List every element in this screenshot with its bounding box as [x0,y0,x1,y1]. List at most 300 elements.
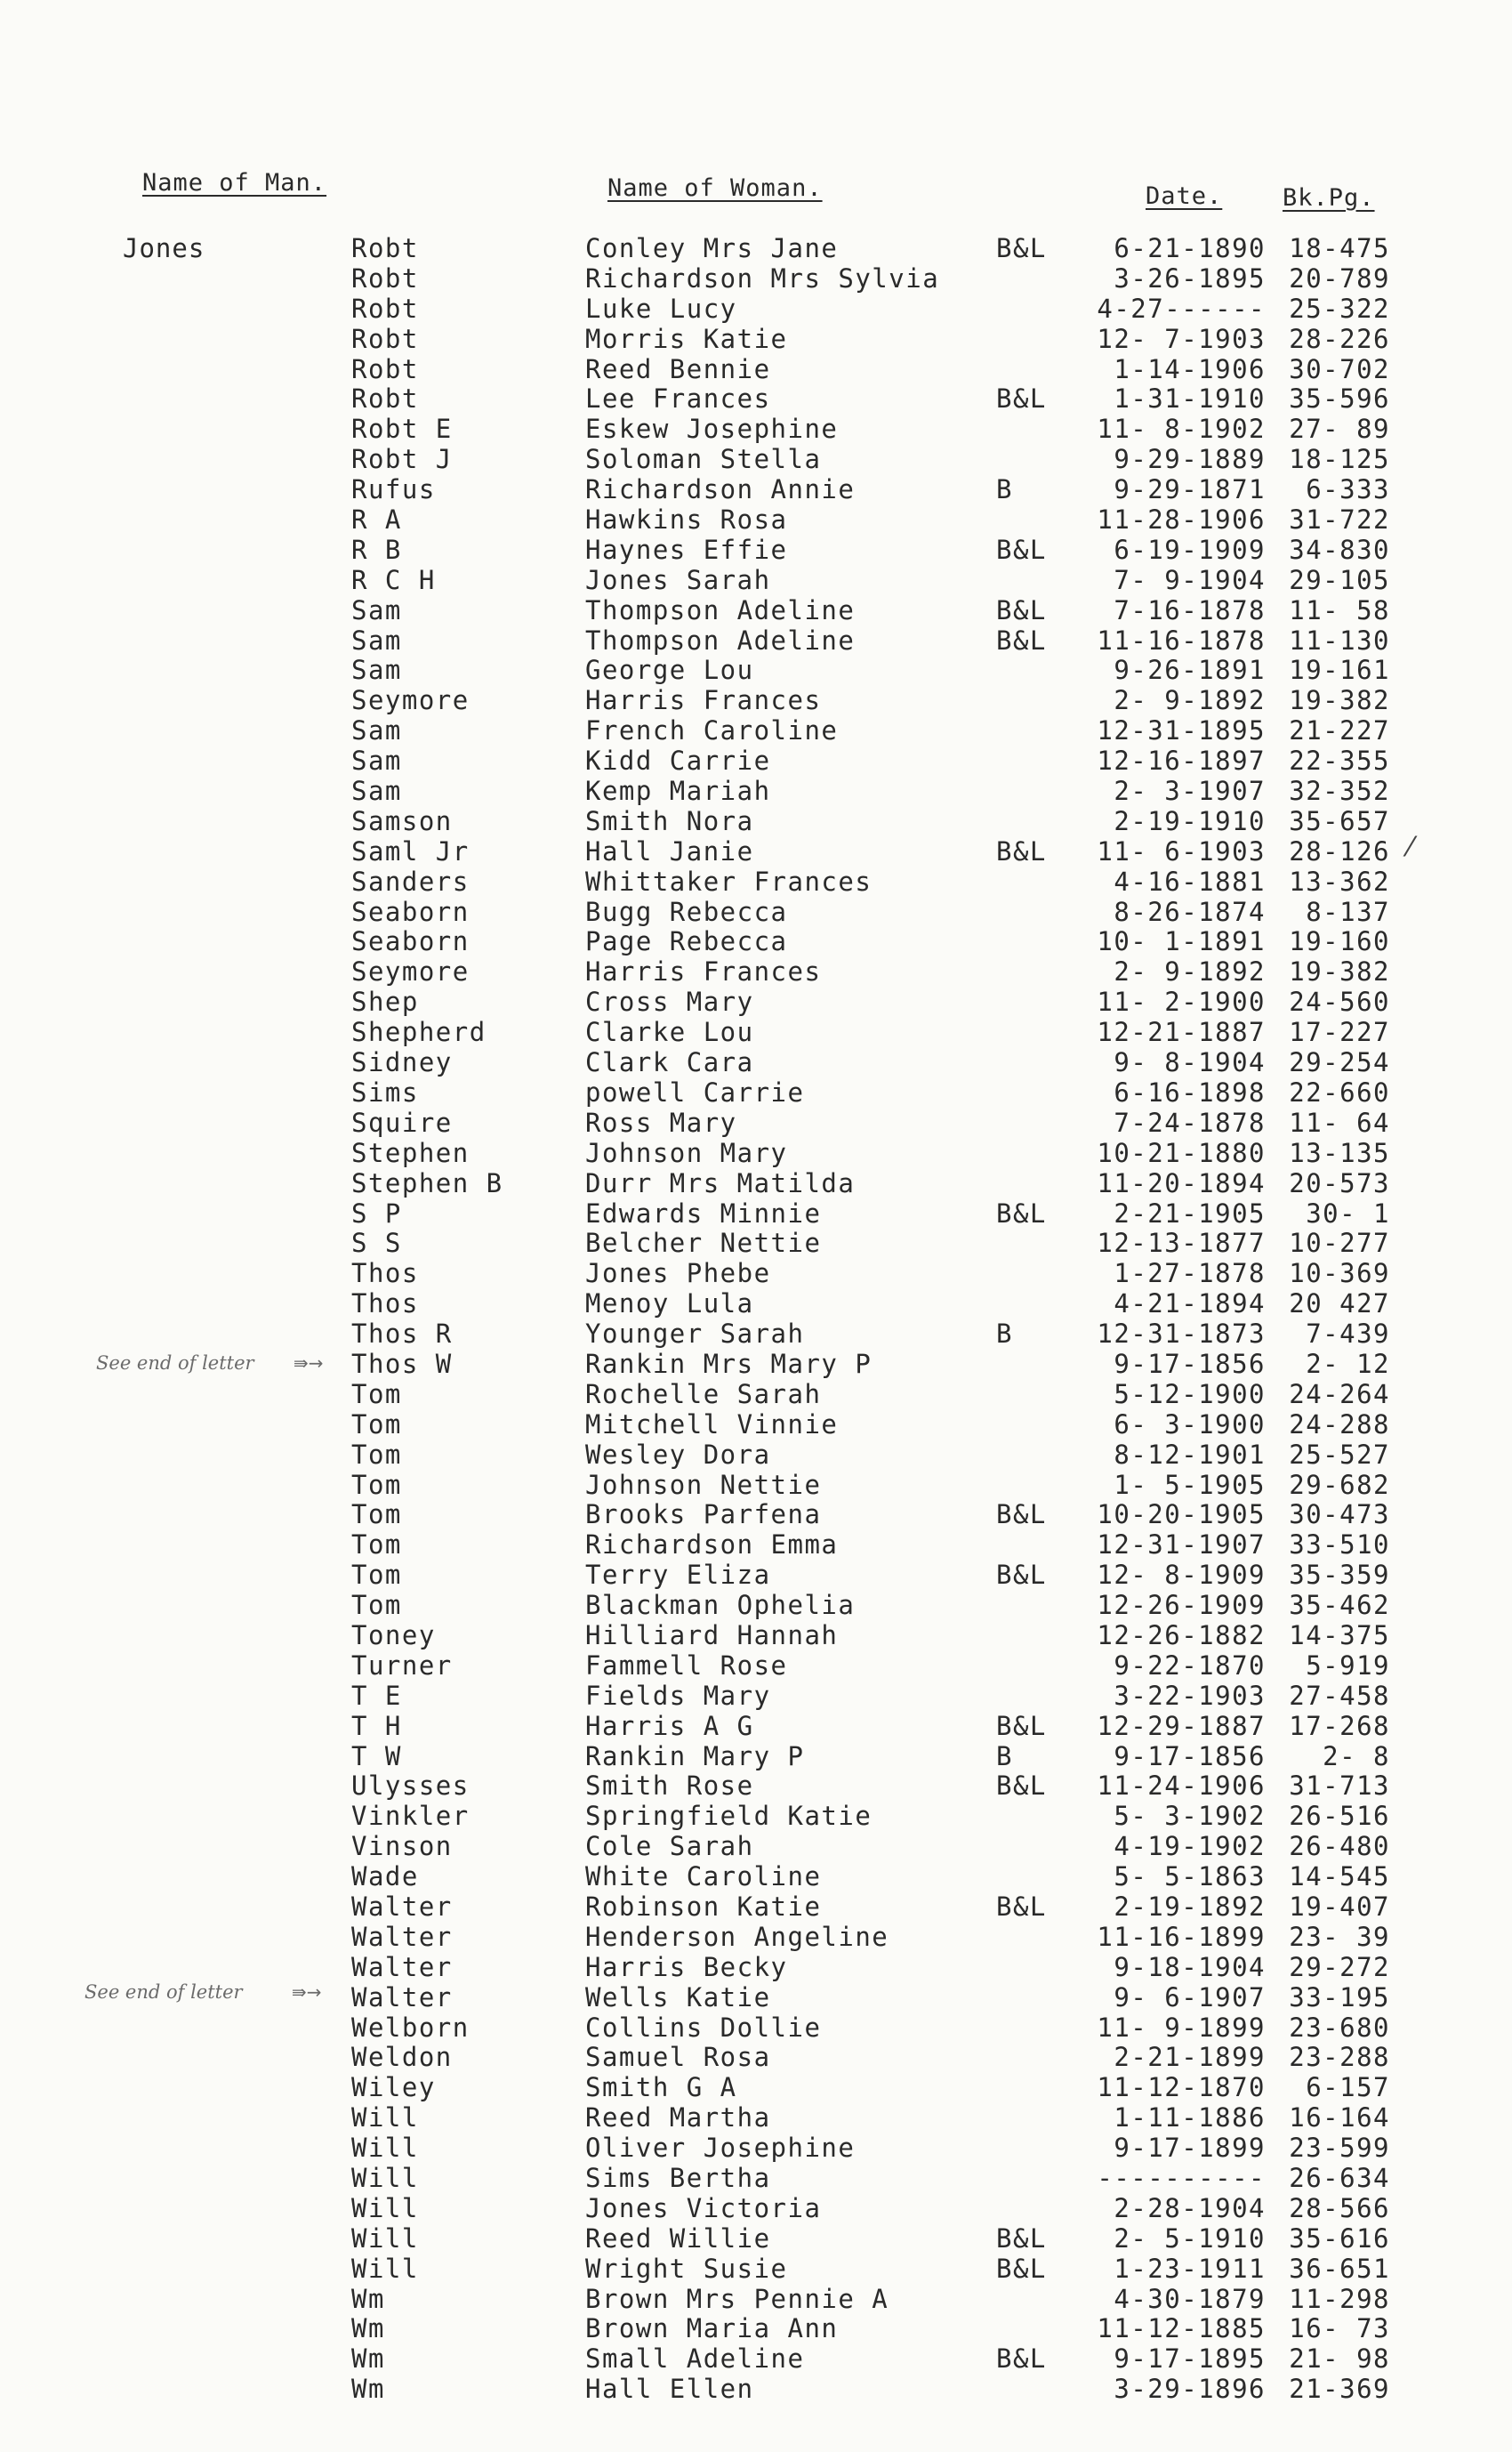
man-name: Sidney [351,1047,453,1078]
man-name: Sam [351,625,402,656]
table-row [0,926,1512,956]
book-page: 33-195 [1289,1981,1390,2012]
table-row [0,1922,1512,1952]
woman-name: Rankin Mrs Mary P [585,1348,873,1379]
man-name: Wm [351,2283,385,2314]
table-row [0,565,1512,595]
table-row [0,1017,1512,1047]
man-name: R B [351,534,402,565]
man-name: Wm [351,2313,385,2344]
man-name: Stephen [351,1137,470,1168]
table-row [0,2042,1512,2072]
book-page: 13-362 [1289,866,1390,897]
table-row [0,1409,1512,1440]
woman-name: Collins Dollie [585,2012,822,2043]
marriage-date: 12-29-1887 [1097,1710,1266,1741]
woman-name: Morris Katie [585,323,788,354]
man-name: T H [351,1710,402,1741]
woman-name: Mitchell Vinnie [585,1408,839,1440]
woman-name: Fammell Rose [585,1649,788,1681]
table-row [0,2072,1512,2102]
book-page: 35-359 [1289,1560,1390,1591]
marriage-date: 1-31-1910 [1114,383,1266,415]
table-row [0,1952,1512,1982]
book-page: 8-137 [1306,896,1390,927]
table-row [0,1379,1512,1409]
table-row [0,1590,1512,1620]
marriage-date: 2- 5-1910 [1114,2222,1266,2254]
marriage-date: 2-28-1904 [1114,2192,1266,2223]
woman-name: Kidd Carrie [585,746,771,777]
arrow-right-icon: ⇛→ [294,1352,324,1374]
book-page: 29-105 [1289,564,1390,595]
record-code: B&L [996,2343,1047,2375]
table-row [0,1741,1512,1771]
marriage-date: 10- 1-1891 [1097,926,1266,957]
marriage-date: 5- 5-1863 [1114,1861,1266,1892]
table-row [0,263,1512,294]
marriage-date: 8-26-1874 [1114,896,1266,927]
woman-name: Hilliard Hannah [585,1619,839,1650]
woman-name: Harris A G [585,1710,754,1741]
marriage-date: 12-13-1877 [1097,1228,1266,1259]
man-name: Turner [351,1649,453,1681]
man-name: Walter [351,1981,453,2012]
woman-name: Whittaker Frances [585,866,873,897]
man-name: Seymore [351,956,470,988]
woman-name: Brown Mrs Pennie A [585,2283,889,2314]
man-name: Thos R [351,1319,453,1350]
man-name: Walter [351,1921,453,1952]
margin-note-see-end-of-letter: See end of letter [96,1352,254,1374]
table-row [0,1560,1512,1590]
table-row [0,2012,1512,2043]
table-row [0,956,1512,987]
man-name: Tom [351,1408,402,1440]
woman-name: Blackman Ophelia [585,1590,856,1621]
marriage-date: 4-16-1881 [1114,866,1266,897]
marriage-date: 11-12-1870 [1097,2072,1266,2103]
book-page: 19-161 [1289,655,1390,686]
record-code: B [996,474,1013,505]
woman-name: Eskew Josephine [585,414,839,445]
woman-name: Terry Eliza [585,1560,771,1591]
woman-name: Bugg Rebecca [585,896,788,927]
book-page: 29-254 [1289,1047,1390,1078]
book-page: 6-333 [1306,474,1390,505]
table-row [0,625,1512,656]
marriage-date: 12- 8-1909 [1097,1560,1266,1591]
man-name: Will [351,2133,419,2164]
arrow-right-icon: ⇛→ [292,1981,322,2003]
woman-name: Oliver Josephine [585,2133,856,2164]
man-name: Sanders [351,866,470,897]
book-page: 11- 64 [1289,1107,1390,1138]
book-page: 28-226 [1289,323,1390,354]
man-name: Shep [351,987,419,1018]
book-page: 11-298 [1289,2283,1390,2314]
table-row [0,414,1512,444]
table-row [0,1077,1512,1108]
man-name: S P [351,1198,402,1229]
book-page: 2- 8 [1323,1740,1390,1771]
table-row [0,1198,1512,1229]
book-page: 31-713 [1289,1770,1390,1802]
record-code: B&L [996,383,1047,415]
man-name: Will [351,2163,419,2193]
man-name: Shepherd [351,1017,487,1048]
woman-name: White Caroline [585,1861,822,1892]
woman-name: Younger Sarah [585,1319,805,1350]
book-page: 23-599 [1289,2133,1390,2164]
marriage-date: 4-27------ [1097,293,1266,324]
woman-name: Cross Mary [585,987,754,1018]
book-page: 24-560 [1289,987,1390,1018]
marriage-date: 9-26-1891 [1114,655,1266,686]
marriage-date: 9-17-1895 [1114,2343,1266,2375]
record-code: B&L [996,1710,1047,1741]
woman-name: Durr Mrs Matilda [585,1167,856,1198]
woman-name: Richardson Emma [585,1529,839,1561]
book-page: 23-288 [1289,2042,1390,2073]
woman-name: Rochelle Sarah [585,1378,822,1409]
woman-name: Harris Becky [585,1951,788,1982]
man-name: Tom [351,1560,402,1591]
woman-name: Cole Sarah [585,1831,754,1862]
man-name: Wm [351,2374,385,2405]
record-code: B&L [996,1499,1047,1530]
marriage-date: 9-18-1904 [1114,1951,1266,1982]
book-page: 30- 1 [1306,1198,1390,1229]
woman-name: Rankin Mary P [585,1740,805,1771]
woman-name: Thompson Adeline [585,625,856,656]
table-row [0,324,1512,354]
woman-name: Wright Susie [585,2253,788,2284]
surname-label: Jones [123,233,205,263]
woman-name: Fields Mary [585,1680,771,1711]
man-name: Will [351,2102,419,2133]
man-name: Tom [351,1439,402,1470]
marriage-date: 11-16-1878 [1097,625,1266,656]
man-name: Saml Jr [351,835,470,867]
man-name: S S [351,1228,402,1259]
table-row [0,1770,1512,1801]
marriage-date: 12-16-1897 [1097,746,1266,777]
book-page: 27- 89 [1289,414,1390,445]
book-page: 17-227 [1289,1017,1390,1048]
record-code: B&L [996,534,1047,565]
table-row [0,504,1512,535]
record-code: B&L [996,233,1047,263]
man-name: Tom [351,1378,402,1409]
record-code: B [996,1319,1013,1350]
man-name: Walter [351,1891,453,1922]
woman-name: Thompson Adeline [585,594,856,625]
book-page: 13-135 [1289,1137,1390,1168]
book-page: 19-407 [1289,1891,1390,1922]
table-row [0,535,1512,565]
woman-name: Springfield Katie [585,1801,873,1832]
table-row [0,1499,1512,1529]
marriage-date: 11-12-1885 [1097,2313,1266,2344]
marriage-date: 2- 9-1892 [1114,685,1266,716]
book-page: 22-355 [1289,746,1390,777]
table-row [0,444,1512,474]
table-row [0,1228,1512,1258]
marriage-date: 9-29-1889 [1114,444,1266,475]
table-row [0,1470,1512,1500]
woman-name: Harris Frances [585,956,822,988]
marriage-date: 7- 9-1904 [1114,564,1266,595]
book-page: 21-369 [1289,2374,1390,2405]
man-name: Stephen B [351,1167,503,1198]
man-name: T W [351,1740,402,1771]
book-page: 36-651 [1289,2253,1390,2284]
table-row [0,776,1512,806]
woman-name: Jones Sarah [585,564,771,595]
table-row [0,2193,1512,2223]
marriage-date: 11-28-1906 [1097,504,1266,536]
marriage-date: 9- 8-1904 [1114,1047,1266,1078]
table-row [0,987,1512,1017]
man-name: Thos [351,1288,419,1319]
book-page: 32-352 [1289,776,1390,807]
woman-name: Richardson Mrs Sylvia [585,262,940,294]
record-code: B&L [996,1891,1047,1922]
woman-name: Richardson Annie [585,474,856,505]
woman-name: Samuel Rosa [585,2042,771,2073]
woman-name: Clark Cara [585,1047,754,1078]
check-mark-icon: ⁄ [1408,832,1413,863]
record-code: B&L [996,1770,1047,1802]
woman-name: Sims Bertha [585,2163,771,2193]
table-row [0,354,1512,384]
table-row [0,1861,1512,1891]
woman-name: Brown Maria Ann [585,2313,839,2344]
woman-name: George Lou [585,655,754,686]
man-name: R C H [351,564,436,595]
marriage-date: 2-21-1899 [1114,2042,1266,2073]
marriage-date: 12-31-1873 [1097,1319,1266,1350]
book-page: 24-288 [1289,1408,1390,1440]
marriage-date: 6-16-1898 [1114,1077,1266,1108]
table-row [0,715,1512,746]
table-row [0,746,1512,776]
marriage-date: 11- 8-1902 [1097,414,1266,445]
header-name-of-woman: Name of Woman. [607,174,823,202]
man-name: Vinkler [351,1801,470,1832]
table-row [0,1801,1512,1831]
man-name: Seaborn [351,926,470,957]
woman-name: Ross Mary [585,1107,737,1138]
table-row [0,1319,1512,1349]
marriage-date: ---------- [1097,2163,1266,2193]
margin-note-see-end-of-letter-2: See end of letter [84,1981,243,2003]
man-name: Thos W [351,1348,453,1379]
man-name: T E [351,1680,402,1711]
woman-name: Jones Victoria [585,2192,822,2223]
record-code: B&L [996,1560,1047,1591]
marriage-date: 12-26-1909 [1097,1590,1266,1621]
woman-name: Reed Willie [585,2222,771,2254]
marriage-date: 6-21-1890 [1114,233,1266,263]
book-page: 19-382 [1289,956,1390,988]
woman-name: Smith Rose [585,1770,754,1802]
marriage-date: 2-19-1910 [1114,805,1266,836]
book-page: 35-596 [1289,383,1390,415]
book-page: 14-545 [1289,1861,1390,1892]
woman-name: Page Rebecca [585,926,788,957]
book-page: 21- 98 [1289,2343,1390,2375]
record-code: B&L [996,2222,1047,2254]
man-name: Seymore [351,685,470,716]
man-name: Robt [351,353,419,384]
table-row [0,2284,1512,2314]
book-page: 6-157 [1306,2072,1390,2103]
marriage-date: 8-12-1901 [1114,1439,1266,1470]
man-name: Sam [351,594,402,625]
book-page: 30-702 [1289,353,1390,384]
book-page: 10-369 [1289,1258,1390,1289]
man-name: Robt J [351,444,453,475]
man-name: Samson [351,805,453,836]
book-page: 34-830 [1289,534,1390,565]
man-name: Robt [351,233,419,263]
table-row [0,2102,1512,2133]
table-row [0,595,1512,625]
woman-name: Menoy Lula [585,1288,754,1319]
book-page: 28-126 [1289,835,1390,867]
book-page: 11-130 [1289,625,1390,656]
table-row [0,806,1512,836]
book-page: 20 427 [1289,1288,1390,1319]
man-name: Ulysses [351,1770,470,1802]
woman-name: Brooks Parfena [585,1499,822,1530]
man-name: Will [351,2222,419,2254]
table-row [0,1620,1512,1650]
table-row [0,1168,1512,1198]
man-name: Seaborn [351,896,470,927]
book-page: 7-439 [1306,1319,1390,1350]
table-row [0,2313,1512,2343]
man-name: Tom [351,1590,402,1621]
marriage-date: 4-30-1879 [1114,2283,1266,2314]
marriage-date: 7-16-1878 [1114,594,1266,625]
woman-name: Belcher Nettie [585,1228,822,1259]
man-name: Sam [351,776,402,807]
marriage-record-list [0,233,1512,2404]
man-name: Tom [351,1529,402,1561]
marriage-date: 11-24-1906 [1097,1770,1266,1802]
man-name: Wiley [351,2072,436,2103]
woman-name: Jones Phebe [585,1258,771,1289]
book-page: 17-268 [1289,1710,1390,1741]
table-row [0,1891,1512,1922]
man-name: Robt E [351,414,453,445]
table-row [0,1288,1512,1319]
woman-name: Haynes Effie [585,534,788,565]
book-page: 35-657 [1289,805,1390,836]
marriage-date: 12- 7-1903 [1097,323,1266,354]
book-page: 18-125 [1289,444,1390,475]
table-row [0,2343,1512,2374]
man-name: Squire [351,1107,453,1138]
woman-name: Johnson Nettie [585,1469,822,1500]
woman-name: powell Carrie [585,1077,805,1108]
marriage-date: 6-19-1909 [1114,534,1266,565]
woman-name: Harris Frances [585,685,822,716]
man-name: R A [351,504,402,536]
book-page: 5-919 [1306,1649,1390,1681]
table-row [0,897,1512,927]
woman-name: Johnson Mary [585,1137,788,1168]
table-row [0,1681,1512,1711]
woman-name: Hawkins Rosa [585,504,788,536]
man-name: Robt [351,323,419,354]
woman-name: Edwards Minnie [585,1198,822,1229]
header-date: Date. [1146,182,1223,210]
man-name: Sam [351,746,402,777]
book-page: 2- 12 [1306,1348,1390,1379]
woman-name: Smith G A [585,2072,737,2103]
table-row [0,2254,1512,2284]
marriage-date: 11-16-1899 [1097,1921,1266,1952]
marriage-date: 4-21-1894 [1114,1288,1266,1319]
man-name: Thos [351,1258,419,1289]
marriage-date: 1-11-1886 [1114,2102,1266,2133]
book-page: 16- 73 [1289,2313,1390,2344]
table-row [0,1529,1512,1560]
table-row [0,2163,1512,2193]
table-row [0,2133,1512,2163]
record-code: B&L [996,1198,1047,1229]
man-name: Robt [351,383,419,415]
table-row [0,685,1512,715]
marriage-date: 4-19-1902 [1114,1831,1266,1862]
book-page: 25-527 [1289,1439,1390,1470]
book-page: 20-573 [1289,1167,1390,1198]
table-row [0,1108,1512,1138]
man-name: Walter [351,1951,453,1982]
book-page: 27-458 [1289,1680,1390,1711]
book-page: 33-510 [1289,1529,1390,1561]
man-name: Vinson [351,1831,453,1862]
book-page: 22-660 [1289,1077,1390,1108]
table-row [0,294,1512,324]
man-name: Sam [351,655,402,686]
man-name: Rufus [351,474,436,505]
marriage-date: 2- 9-1892 [1114,956,1266,988]
book-page: 19-382 [1289,685,1390,716]
book-page: 28-566 [1289,2192,1390,2223]
table-row [0,655,1512,685]
marriage-date: 2- 3-1907 [1114,776,1266,807]
woman-name: Hall Janie [585,835,754,867]
woman-name: Henderson Angeline [585,1921,889,1952]
man-name: Wm [351,2343,385,2375]
table-row [0,1047,1512,1077]
marriage-date: 9-17-1856 [1114,1348,1266,1379]
woman-name: Reed Martha [585,2102,771,2133]
woman-name: French Caroline [585,715,839,746]
man-name: Sam [351,715,402,746]
marriage-date: 12-31-1895 [1097,715,1266,746]
book-page: 14-375 [1289,1619,1390,1650]
book-page: 26-516 [1289,1801,1390,1832]
marriage-date: 1- 5-1905 [1114,1469,1266,1500]
marriage-date: 11-20-1894 [1097,1167,1266,1198]
woman-name: Lee Frances [585,383,771,415]
